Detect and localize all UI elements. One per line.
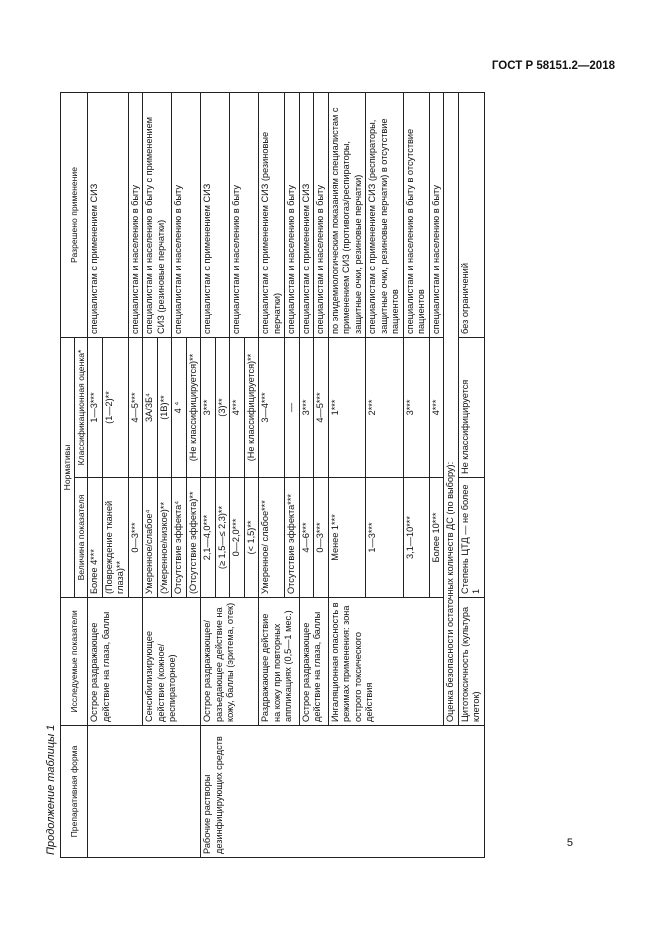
- allowed-cell: специалистам с применением СИЗ: [299, 93, 314, 338]
- allowed-cell: специалистам и населению в быту: [230, 93, 259, 338]
- value-cell: 4—6***: [299, 478, 314, 598]
- allowed-cell: специалистам и населению в быту: [285, 93, 300, 338]
- allowed-cell: по эпидемиологическим показаниям специалистам с применением СИЗ (противогаз/респираторы, защитные очки, резиновые перчатки): [328, 93, 366, 338]
- allowed-cell: специалистам и населению в быту: [172, 93, 201, 338]
- class-cell: 4 ⁴: [172, 338, 187, 478]
- indicator-cell: Острое раздражающее действие на глаза, баллы: [299, 598, 328, 726]
- class-cell: (1В)**: [157, 338, 172, 478]
- class-cell: 3***: [403, 338, 429, 478]
- class-cell: Не классифицируется: [458, 338, 484, 478]
- residual-safety-cell: Оценка безопасности остаточных количеств ДС (по выбору):: [444, 93, 459, 726]
- value-cell: (Отсутствие эффекта)**: [186, 478, 201, 598]
- value-cell: Отсутствие эффекта***: [285, 478, 300, 598]
- form-cell: [88, 726, 201, 858]
- table-continuation-caption: Продолжение таблицы 1: [45, 724, 57, 855]
- norms-table: [60, 92, 485, 858]
- indicator-cell: Сенсибилизирующее действие (кожное/респираторное): [143, 598, 201, 726]
- value-cell: Умеренное/слабое⁴: [143, 478, 158, 598]
- value-cell: 2,1—4,0***: [201, 478, 216, 598]
- allowed-cell: специалистам и населению в быту: [429, 93, 444, 338]
- value-cell: Отсутствие эффекта⁴: [172, 478, 187, 598]
- col-value-header: Величина показателя: [74, 478, 88, 598]
- allowed-cell: специалистам и населению в быту: [128, 93, 143, 338]
- rotated-table: [60, 93, 580, 858]
- class-cell: 4***: [429, 338, 444, 478]
- allowed-cell: специалистам и населению в быту в отсутствие пациентов: [403, 93, 429, 338]
- value-cell: 1—3***: [366, 478, 404, 598]
- standard-header: ГОСТ Р 58151.2—2018: [491, 60, 615, 72]
- col-class-header: Классификационная оценка*: [74, 338, 88, 478]
- class-cell: 1***: [328, 338, 366, 478]
- indicator-cell: Острое раздражающее действие на глаза, баллы: [88, 598, 143, 726]
- page-number: 5: [566, 837, 573, 849]
- class-cell: —: [285, 338, 300, 478]
- class-cell: 1—3***: [88, 338, 103, 478]
- allowed-cell: специалистам с применением СИЗ (резиновые перчатки): [259, 93, 285, 338]
- value-cell: 0—3***: [314, 478, 329, 598]
- indicator-cell: Цитотоксичность (культура клеток): [458, 598, 484, 726]
- form-cell: Рабочие растворы дезинфицирующих средств: [201, 726, 485, 858]
- class-cell: 3***: [299, 338, 314, 478]
- allowed-cell: без ограничений: [458, 93, 484, 338]
- class-cell: 4—5***: [314, 338, 329, 478]
- class-cell: (Не классифицируется)**: [186, 338, 201, 478]
- table-row: [88, 93, 103, 858]
- table-row: [201, 93, 216, 858]
- allowed-cell: специалистам с применением СИЗ: [88, 93, 129, 338]
- value-cell: (≥ 1,5—≤ 2,3)**: [215, 478, 230, 598]
- class-cell: 3***: [201, 338, 216, 478]
- allowed-cell: специалистам и населению в быту с применением СИЗ (резиновые перчатки): [143, 93, 172, 338]
- value-cell: Более 10***: [429, 478, 444, 598]
- value-cell: Менее 1***: [328, 478, 366, 598]
- indicator-cell: Острое раздражающее/ разъедающее действие на кожу, баллы (эритема, отек): [201, 598, 259, 726]
- value-cell: Более 4***: [88, 478, 103, 598]
- class-cell: (1—2)**: [102, 338, 128, 478]
- class-cell: 3—4***: [259, 338, 285, 478]
- value-cell: Степень ЦТД — не более 1: [458, 478, 484, 598]
- class-cell: 4***: [230, 338, 245, 478]
- value-cell: 0—3***: [128, 478, 143, 598]
- class-cell: 3А/3Б⁴: [143, 338, 158, 478]
- col-allowed-header: Разрешено применение: [61, 93, 88, 338]
- class-cell: 2***: [366, 338, 404, 478]
- col-form-header: Препаративная форма: [61, 726, 88, 858]
- value-cell: Умеренное/ слабое***: [259, 478, 285, 598]
- value-cell: (Умеренное/низкое)**: [157, 478, 172, 598]
- value-cell: (Повреждение тканей глаза)**: [102, 478, 128, 598]
- col-norms-header: Нормативы: [61, 338, 75, 598]
- class-cell: (3)**: [215, 338, 230, 478]
- col-indicator-header: Исследуемые показатели: [61, 598, 88, 726]
- allowed-cell: специалистам с применением СИЗ: [201, 93, 230, 338]
- indicator-cell: Раздражающее действие на кожу при повторных аппликациях (0,5—1 мес.): [259, 598, 300, 726]
- value-cell: 0—2,0***: [230, 478, 245, 598]
- indicator-cell: Ингаляционная опасность в режимах применения: зона острого токсического действия: [328, 598, 444, 726]
- value-cell: 3,1—10***: [403, 478, 429, 598]
- value-cell: (< 1,5)**: [244, 478, 259, 598]
- allowed-cell: специалистам с применением СИЗ (респираторы, защитные очки, резиновые перчатки) в отсутствие пациентов: [366, 93, 404, 338]
- class-cell: 4—5***: [128, 338, 143, 478]
- class-cell: (Не классифицируется)**: [244, 338, 259, 478]
- allowed-cell: специалистам и населению в быту: [314, 93, 329, 338]
